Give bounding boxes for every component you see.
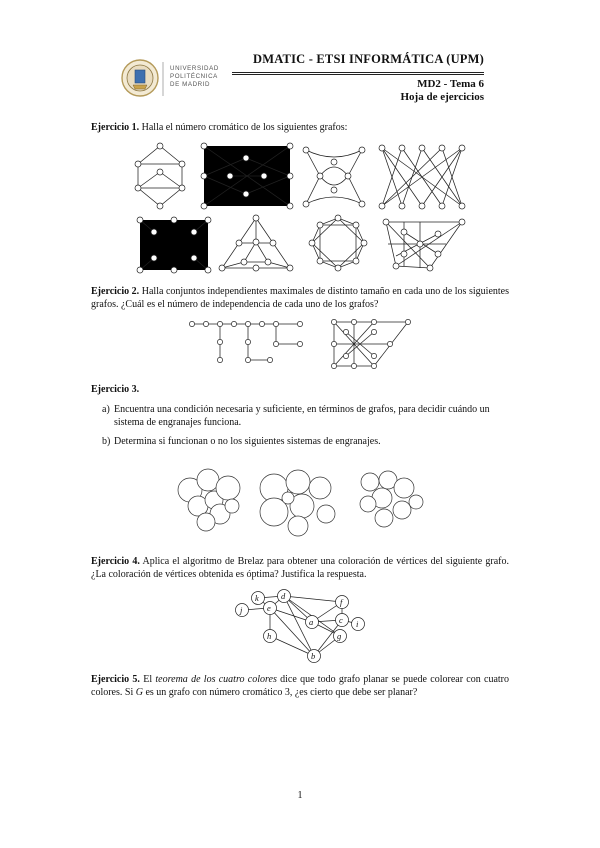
vertex-label-j: j — [240, 605, 243, 615]
exercise-3 — [91, 384, 509, 397]
vertex-k — [252, 592, 265, 605]
graph-3 — [303, 147, 365, 207]
exercise-1 — [91, 122, 509, 135]
vertex-j — [236, 604, 249, 617]
exercise-2 — [91, 286, 509, 311]
vertex-label-g: g — [337, 631, 342, 641]
vertex-label-h: h — [267, 631, 272, 641]
graph-5 — [137, 217, 211, 273]
graph-tree — [189, 321, 302, 362]
exercise-1-label: Ejercicio 1. — [91, 122, 140, 133]
university-line-2: POLITÉCNICA — [170, 73, 218, 80]
vertex-g — [334, 630, 347, 643]
vertex-b — [308, 650, 321, 663]
vertex-label-e: e — [267, 603, 271, 613]
header-rule — [232, 72, 484, 73]
exercise-3b-label: b) — [102, 436, 111, 447]
vertex-c — [336, 614, 349, 627]
exercise-5-var: G — [135, 686, 143, 698]
vertex-f — [336, 596, 349, 609]
exercise-5-label: Ejercicio 5. — [91, 674, 140, 685]
gear-system-1 — [178, 469, 240, 531]
graph-2 — [201, 143, 293, 209]
vertex-a — [306, 616, 319, 629]
document-title: DMATIC - ETSI INFORMÁTICA (UPM) — [253, 52, 484, 66]
vertex-h — [264, 630, 277, 643]
vertex-d — [278, 590, 291, 603]
graph-6 — [219, 215, 293, 271]
exercise-4-label: Ejercicio 4. — [91, 556, 140, 567]
exercise-3b-text: Determina si funcionan o no los siguientes sistemas de engranajes. — [114, 436, 381, 447]
graph-4 — [379, 145, 465, 209]
vertex-label-c: c — [339, 615, 343, 625]
graph-1 — [135, 143, 185, 209]
vertex-label-i: i — [356, 619, 359, 629]
gear-system-3 — [360, 471, 423, 527]
header-rule-2 — [232, 74, 484, 75]
exercise-4-graph — [226, 584, 376, 664]
exercise-2-graphs — [180, 314, 420, 370]
vertex-label-f: f — [340, 597, 343, 607]
graph-7 — [309, 215, 367, 271]
course-name: MD2 - Tema 6 — [417, 78, 484, 90]
exercise-5-text-post: es un grafo con número cromático 3, ¿es cierto que debe ser planar? — [142, 686, 418, 698]
exercise-3a-label: a) — [102, 404, 110, 415]
exercise-3-label: Ejercicio 3. — [91, 384, 140, 395]
exercise-1-text: Halla el número cromático de los siguientes grafos: — [141, 122, 348, 133]
exercise-5-theorem: teorema de los cuatro colores — [155, 674, 277, 685]
exercise-1-graphs — [120, 138, 480, 276]
exercise-3a-text: Encuentra una condición necesaria y suficiente, en términos de grafos, para decidir cuándo un sistema de engranajes funciona. — [114, 404, 490, 428]
vertex-label-d: d — [281, 591, 286, 601]
exercise-5-text-mid: dice que todo grafo planar se puede colorear con cuatro colores. Si — [91, 674, 510, 698]
vertex-i — [352, 618, 365, 631]
exercise-4 — [91, 556, 509, 581]
university-logo — [118, 56, 248, 102]
vertex-e — [264, 602, 277, 615]
exercise-3a — [102, 404, 507, 429]
header-subtitle — [401, 78, 485, 104]
vertex-label-k: k — [255, 593, 259, 603]
gear-system-2 — [260, 470, 335, 536]
graph-dense — [331, 319, 410, 368]
exercise-3b — [102, 436, 507, 449]
exercise-5 — [91, 674, 509, 699]
page-number: 1 — [297, 790, 303, 801]
sheet-name: Hoja de ejercicios — [400, 91, 484, 103]
exercise-5-text-pre: El — [143, 674, 156, 685]
university-line-3: DE MADRID — [170, 81, 211, 88]
exercise-2-text: Halla conjuntos independientes maximales de distinto tamaño en cada uno de los siguientes grafos. ¿Cuál es el número de independencia de cada uno de los grafos? — [91, 286, 509, 310]
graph-8 — [383, 219, 465, 271]
exercise-2-label: Ejercicio 2. — [91, 286, 140, 297]
vertex-label-a: a — [309, 617, 314, 627]
university-line-1: UNIVERSIDAD — [170, 65, 219, 72]
vertex-label-b: b — [311, 651, 316, 661]
gear-systems — [170, 462, 430, 538]
exercise-4-text: Aplica el algoritmo de Brelaz para obtener una coloración de vértices del siguiente grafo. ¿La coloración de vértices obtenida es óptima? Justifica la respuesta. — [91, 556, 509, 580]
